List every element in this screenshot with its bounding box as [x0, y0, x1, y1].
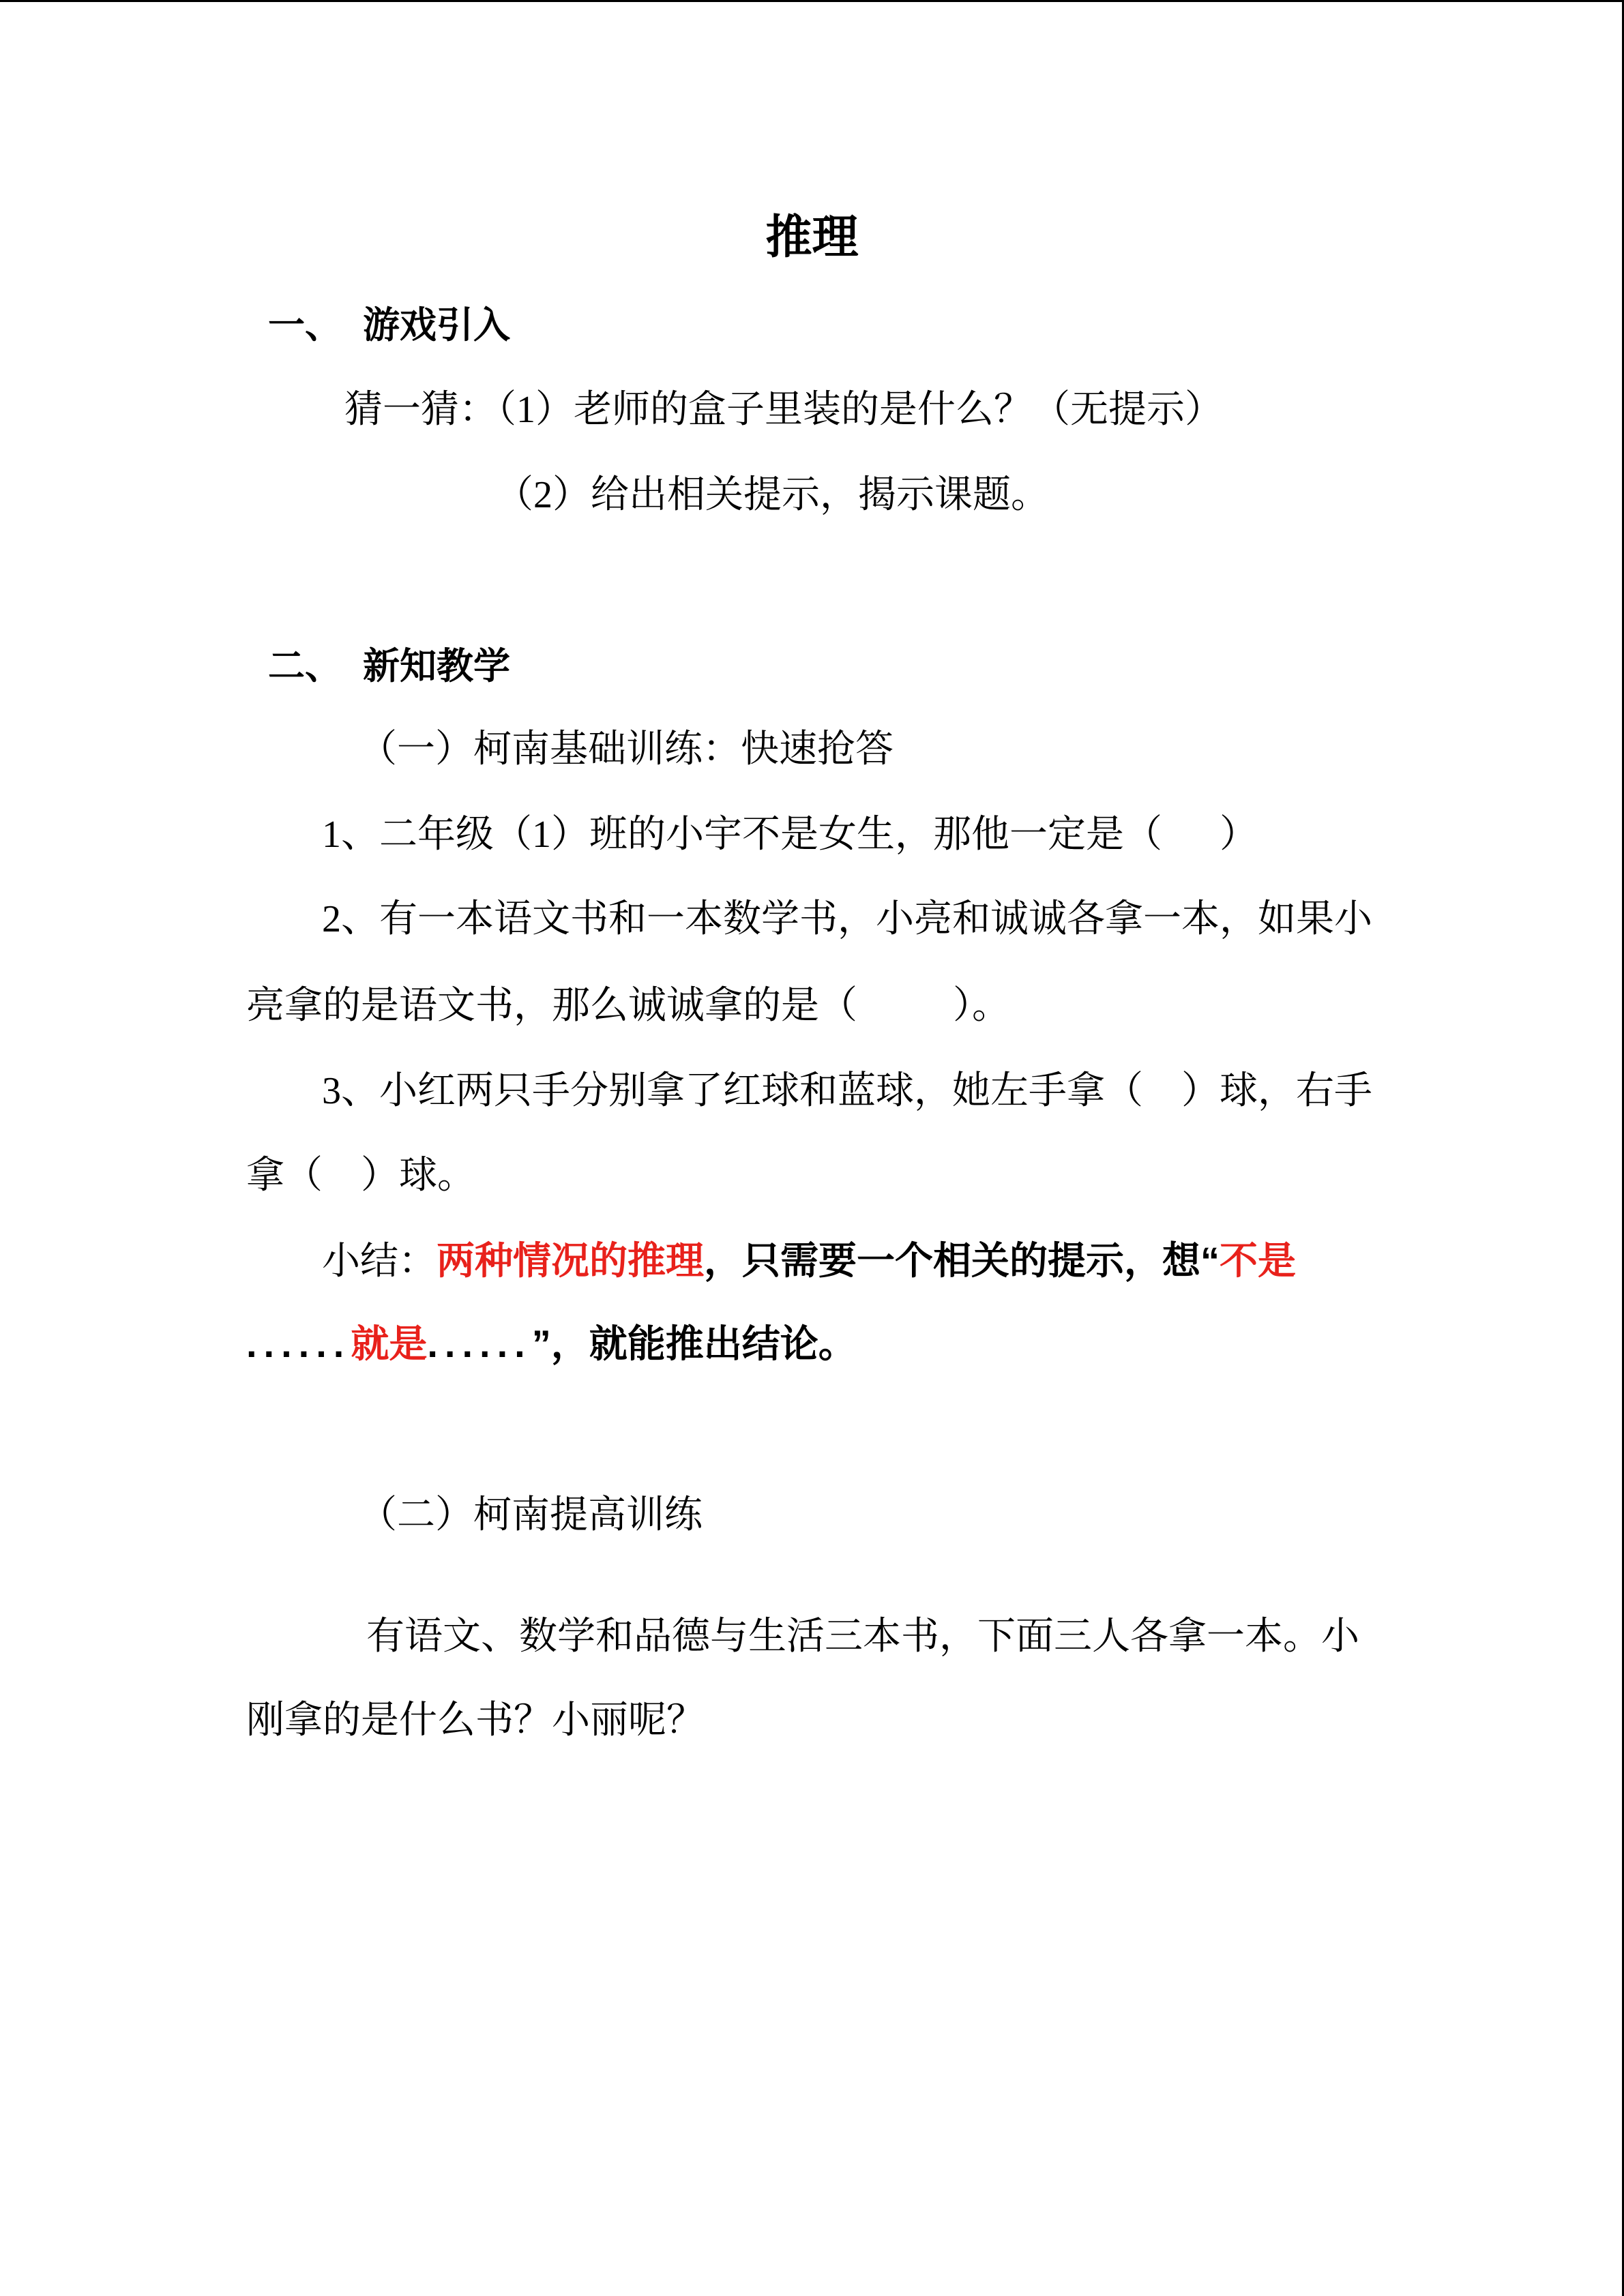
summary-dots-1: ......	[246, 1322, 351, 1365]
summary-text-1: ，只需要一个相关的提示，想“	[704, 1239, 1220, 1282]
problem-line-1: 有语文、数学和品德与生活三本书，下面三人各拿一本。小	[366, 1615, 1359, 1658]
summary-highlight-3: 就是	[351, 1322, 428, 1365]
section-1-line-2: （2）给出相关提示，揭示课题。	[495, 474, 1049, 516]
summary-dots-2: ......	[427, 1322, 532, 1365]
section-1-heading: 游戏引入	[363, 305, 510, 346]
section-2-number: 二、	[268, 646, 342, 687]
question-3-line-2: 拿（ ）球。	[246, 1154, 475, 1197]
question-2-line-1: 2、有一本语文书和一本数学书，小亮和诚诚各拿一本，如果小	[322, 898, 1372, 940]
summary-highlight-1: 两种情况的推理	[437, 1239, 704, 1282]
summary-highlight-2: 不是	[1220, 1239, 1296, 1282]
document-title: 推理	[765, 211, 859, 263]
summary-line-1	[322, 1239, 1296, 1283]
question-3-line-1: 3、小红两只手分别拿了红球和蓝球，她左手拿（ ）球，右手	[322, 1070, 1372, 1112]
section-1-number: 一、	[268, 305, 342, 346]
subsection-2-title: （二）柯南提高训练	[359, 1494, 703, 1536]
problem-line-2: 刚拿的是什么书？小丽呢？	[246, 1699, 705, 1742]
section-1-line-1: 猜一猜：（1）老师的盒子里装的是什么？（无提示）	[344, 389, 1223, 431]
page-border-top	[0, 0, 1624, 2]
summary-text-2: ”，就能推出结论。	[531, 1322, 857, 1365]
question-2-line-2: 亮拿的是语文书，那么诚诚拿的是（ ）。	[246, 985, 1010, 1027]
summary-line-2	[246, 1322, 857, 1365]
question-1: 1、二年级（1）班的小宇不是女生，那他一定是（ ）	[322, 814, 1258, 856]
subsection-1-title: （一）柯南基础训练：快速抢答	[359, 728, 894, 771]
section-2-heading: 新知教学	[363, 646, 510, 687]
summary-label: 小结：	[322, 1240, 437, 1283]
